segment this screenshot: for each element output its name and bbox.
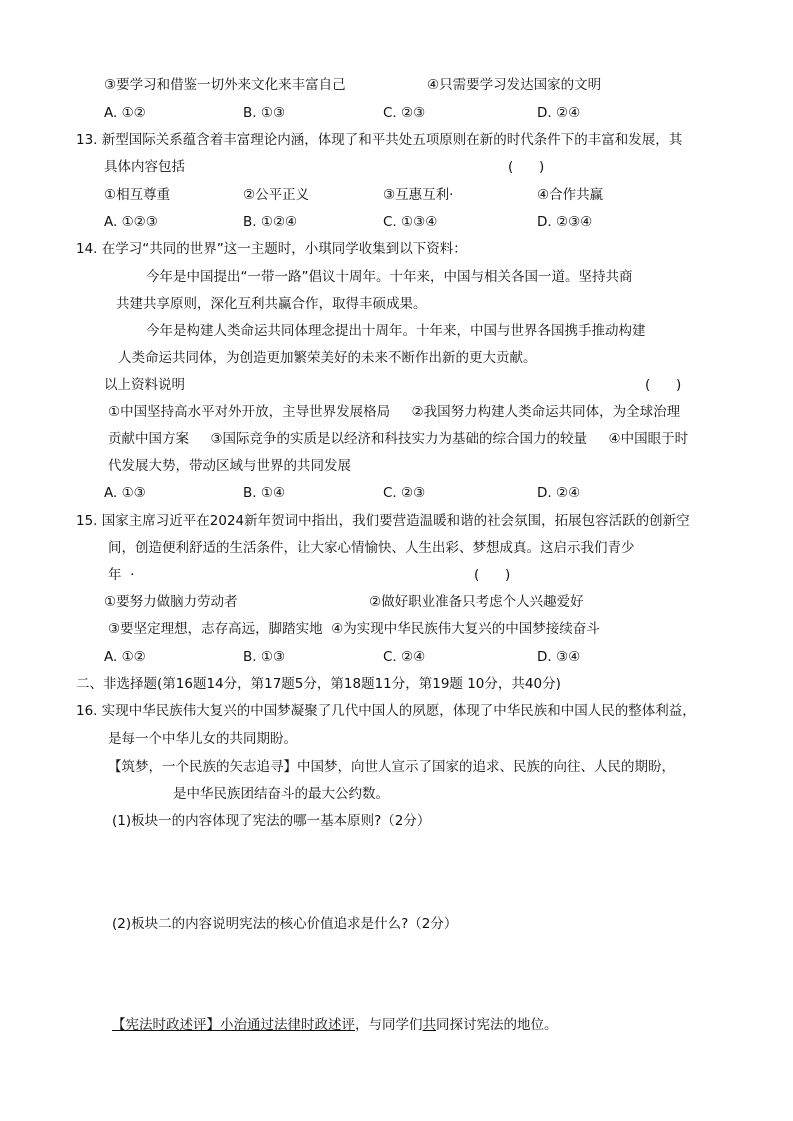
q13-choice-a: A. ①②③: [104, 214, 158, 230]
q14-options-line2: 贡献中国方案 ③国际竞争的实质是以经济和科技实力为基础的综合国力的较量 ④中国眼于时: [108, 431, 689, 447]
q14-options-line1: ①中国坚持高水平对外开放，主导世界发展格局 ②我国努力构建人类命运共同体，为全球治理: [108, 404, 681, 420]
q13-option-4: ④合作共赢: [537, 187, 604, 203]
section-2-heading: 二、非选择题(第16题14分，第17题5分，第18题11分，第19题 10分，共40分): [76, 676, 561, 692]
q14-choice-b: B. ①④: [243, 485, 286, 501]
q12-choice-b: B. ①③: [243, 105, 286, 121]
q13-answer-paren: ( ): [508, 159, 545, 175]
q16-review-line: [112, 1016, 558, 1034]
q15-stem-line3: 年 ·: [108, 567, 135, 583]
q14-options-line3: 代发展大势，带动区域与世界的共同发展: [108, 458, 351, 474]
q15-option-3-4: ③要坚定理想，志存高远，脚踏实地 ④为实现中华民族伟大复兴的中国梦接续奋斗: [108, 621, 600, 637]
q14-material-2-line1: 今年是构建人类命运共同体理念提出十周年。十年来，中国与世界各国携手推动构建: [146, 323, 646, 339]
q14-choice-c: C. ②③: [383, 485, 426, 501]
q15-choice-d: D. ③④: [537, 649, 581, 665]
q14-choice-a: A. ①③: [104, 485, 146, 501]
q16-stem-line1: 16. 实现中华民族伟大复兴的中国梦凝聚了几代中国人的夙愿，体现了中华民族和中国人民的整体利益，: [76, 703, 696, 719]
q14-material-2-line2: 人类命运共同体，为创造更加繁荣美好的未来不断作出新的更大贡献。: [118, 350, 537, 366]
review-text-3: 同探讨宪法的地位。: [436, 1017, 558, 1033]
review-intro: 小治通过法律时政述评: [220, 1017, 355, 1033]
q13-option-1: ①相互尊重: [104, 187, 171, 203]
q13-option-3: ③互惠互利·: [383, 187, 454, 203]
q13-stem-line1: 13. 新型国际关系蕴含着丰富理论内涵，体现了和平共处五项原则在新的时代条件下的丰富和发展，其: [76, 132, 683, 148]
q12-choice-a: A. ①②: [104, 105, 146, 121]
q14-material-1-line2: 共建共享原则，深化互利共赢合作，取得丰硕成果。: [116, 296, 427, 312]
q16-subquestion-2: (2)板块二的内容说明宪法的核心价值追求是什么?（2分）: [112, 916, 458, 932]
q15-choice-b: B. ①③: [243, 649, 286, 665]
q16-subquestion-1: (1)板块一的内容体现了宪法的哪一基本原则?（2分）: [112, 813, 431, 829]
review-text-2: 共: [422, 1017, 436, 1033]
q15-choice-c: C. ②④: [383, 649, 426, 665]
q14-answer-paren: ( ): [645, 377, 682, 393]
q12-choice-c: C. ②③: [383, 105, 426, 121]
q16-block1-line2: 是中华民族团结奋斗的最大公约数。: [173, 786, 389, 802]
q12-option-3: ③要学习和借鉴一切外来文化来丰富自己: [104, 77, 346, 93]
q15-stem-line1: 15. 国家主席习近平在2024新年贺词中指出，我们要营造温暖和谐的社会氛围，拓展包容活跃的创新空: [76, 513, 690, 529]
q14-material-1-line1: 今年是中国提出“一带一路”倡议十周年。十年来，中国与相关各国一道。坚持共商: [146, 269, 633, 285]
q14-ask: 以上资料说明: [104, 377, 185, 393]
q12-choice-d: D. ②④: [537, 105, 581, 121]
review-text-1: ，与同学们: [355, 1017, 423, 1033]
q15-answer-paren: ( ): [474, 567, 511, 583]
q13-stem-line2: 具体内容包括: [104, 159, 185, 175]
q16-stem-line2: 是每一个中华儿女的共同期盼。: [108, 731, 297, 747]
q12-option-4: ④只需要学习发达国家的文明: [427, 77, 602, 93]
q15-stem-line2: 间，创造便利舒适的生活条件，让大家心情愉快、人生出彩、梦想成真。这启示我们青少: [108, 540, 635, 556]
q15-option-1: ①要努力做脑力劳动者: [104, 594, 238, 610]
q14-choice-d: D. ②④: [537, 485, 581, 501]
q15-option-2: ②做好职业准备只考虑个人兴趣爱好: [369, 594, 584, 610]
q16-block1-line1: 【筑梦，一个民族的矢志追寻】中国梦，向世人宣示了国家的追求、民族的向往、人民的期盼，: [108, 759, 675, 775]
q13-option-2: ②公平正义: [243, 187, 310, 203]
q13-choice-d: D. ②③④: [537, 214, 593, 230]
q13-choice-c: C. ①③④: [383, 214, 438, 230]
review-tag: 【宪法时政述评】: [112, 1017, 220, 1033]
q14-stem: 14. 在学习“共同的世界”这一主题时，小琪同学收集到以下资料：: [76, 241, 467, 257]
q15-choice-a: A. ①②: [104, 649, 146, 665]
q13-choice-b: B. ①②④: [243, 214, 298, 230]
